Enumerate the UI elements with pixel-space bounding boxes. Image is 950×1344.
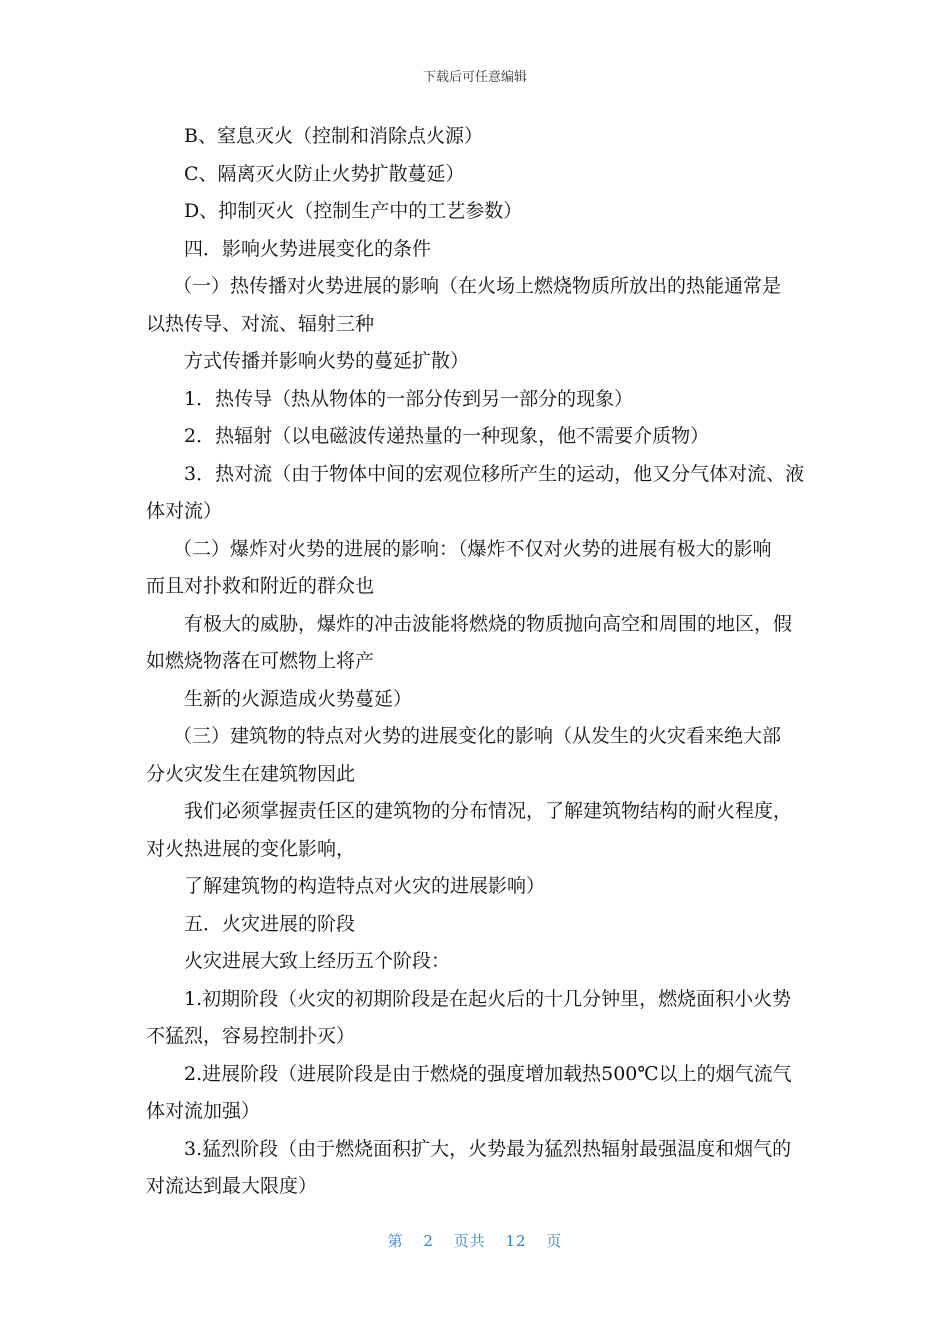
text-line: （一）热传播对火势进展的影响（在火场上燃烧物质所放出的热能通常是: [173, 275, 782, 297]
text-line: 我们必须掌握责任区的建筑物的分布情况，了解建筑物结构的耐火程度，: [184, 800, 793, 822]
page-number-footer: 第 2 页共 12 页: [387, 1232, 563, 1250]
text-line: 了解建筑物的构造特点对火灾的进展影响）: [184, 875, 546, 897]
text-line: 分火灾发生在建筑物因此: [146, 762, 356, 785]
section-heading: 四．影响火势进展变化的条件: [184, 237, 432, 260]
text-line: 火灾进展大致上经历五个阶段：: [184, 950, 451, 972]
text-line: （三）建筑物的特点对火势的进展变化的影响（从发生的火灾看来绝大部: [173, 725, 782, 747]
text-line: 对流达到最大限度）: [146, 1175, 318, 1197]
text-line: 1.初期阶段（火灾的初期阶段是在起火后的十几分钟里，燃烧面积小火势: [184, 987, 792, 1010]
text-line: D、抑制灭火（控制生产中的工艺参数）: [184, 200, 523, 222]
text-line: 2．热辐射（以电磁波传递热量的一种现象，他不需要介质物）: [184, 425, 710, 447]
text-line: 3.猛烈阶段（由于燃烧面积扩大，火势最为猛烈热辐射最强温度和烟气的: [184, 1137, 792, 1160]
text-line: 2.进展阶段（进展阶段是由于燃烧的强度增加载热500℃以上的烟气流气: [184, 1062, 792, 1085]
text-line: 体对流加强）: [146, 1100, 261, 1122]
text-line: 生新的火源造成火势蔓延）: [184, 687, 413, 710]
text-line: B、窒息灭火（控制和消除点火源）: [184, 125, 483, 147]
text-line: 有极大的威胁，爆炸的冲击波能将燃烧的物质抛向高空和周围的地区，假: [184, 612, 793, 635]
text-line: 如燃烧物落在可燃物上将产: [146, 650, 375, 672]
text-line: 以热传导、对流、辐射三种: [146, 312, 375, 335]
document-body: [146, 118, 806, 1206]
text-line: 对火热进展的变化影响，: [146, 837, 356, 860]
text-line: 而且对扑救和附近的群众也: [146, 575, 375, 597]
page-header: 下载后可任意编辑: [422, 70, 527, 85]
text-line: 方式传播并影响火势的蔓延扩散）: [184, 350, 470, 372]
text-line: C、隔离灭火防止火势扩散蔓延）: [184, 162, 465, 185]
text-line: 体对流）: [146, 500, 223, 522]
text-line: 3．热对流（由于物体中间的宏观位移所产生的运动，他又分气体对流、液: [184, 462, 805, 485]
section-heading: 五．火灾进展的阶段: [184, 912, 356, 935]
text-line: 不猛烈，容易控制扑灭）: [146, 1025, 356, 1047]
text-line: （二）爆炸对火势的进展的影响：（爆炸不仅对火势的进展有极大的影响: [173, 537, 772, 560]
text-line: 1．热传导（热从物体的一部分传到另一部分的现象）: [184, 387, 634, 410]
